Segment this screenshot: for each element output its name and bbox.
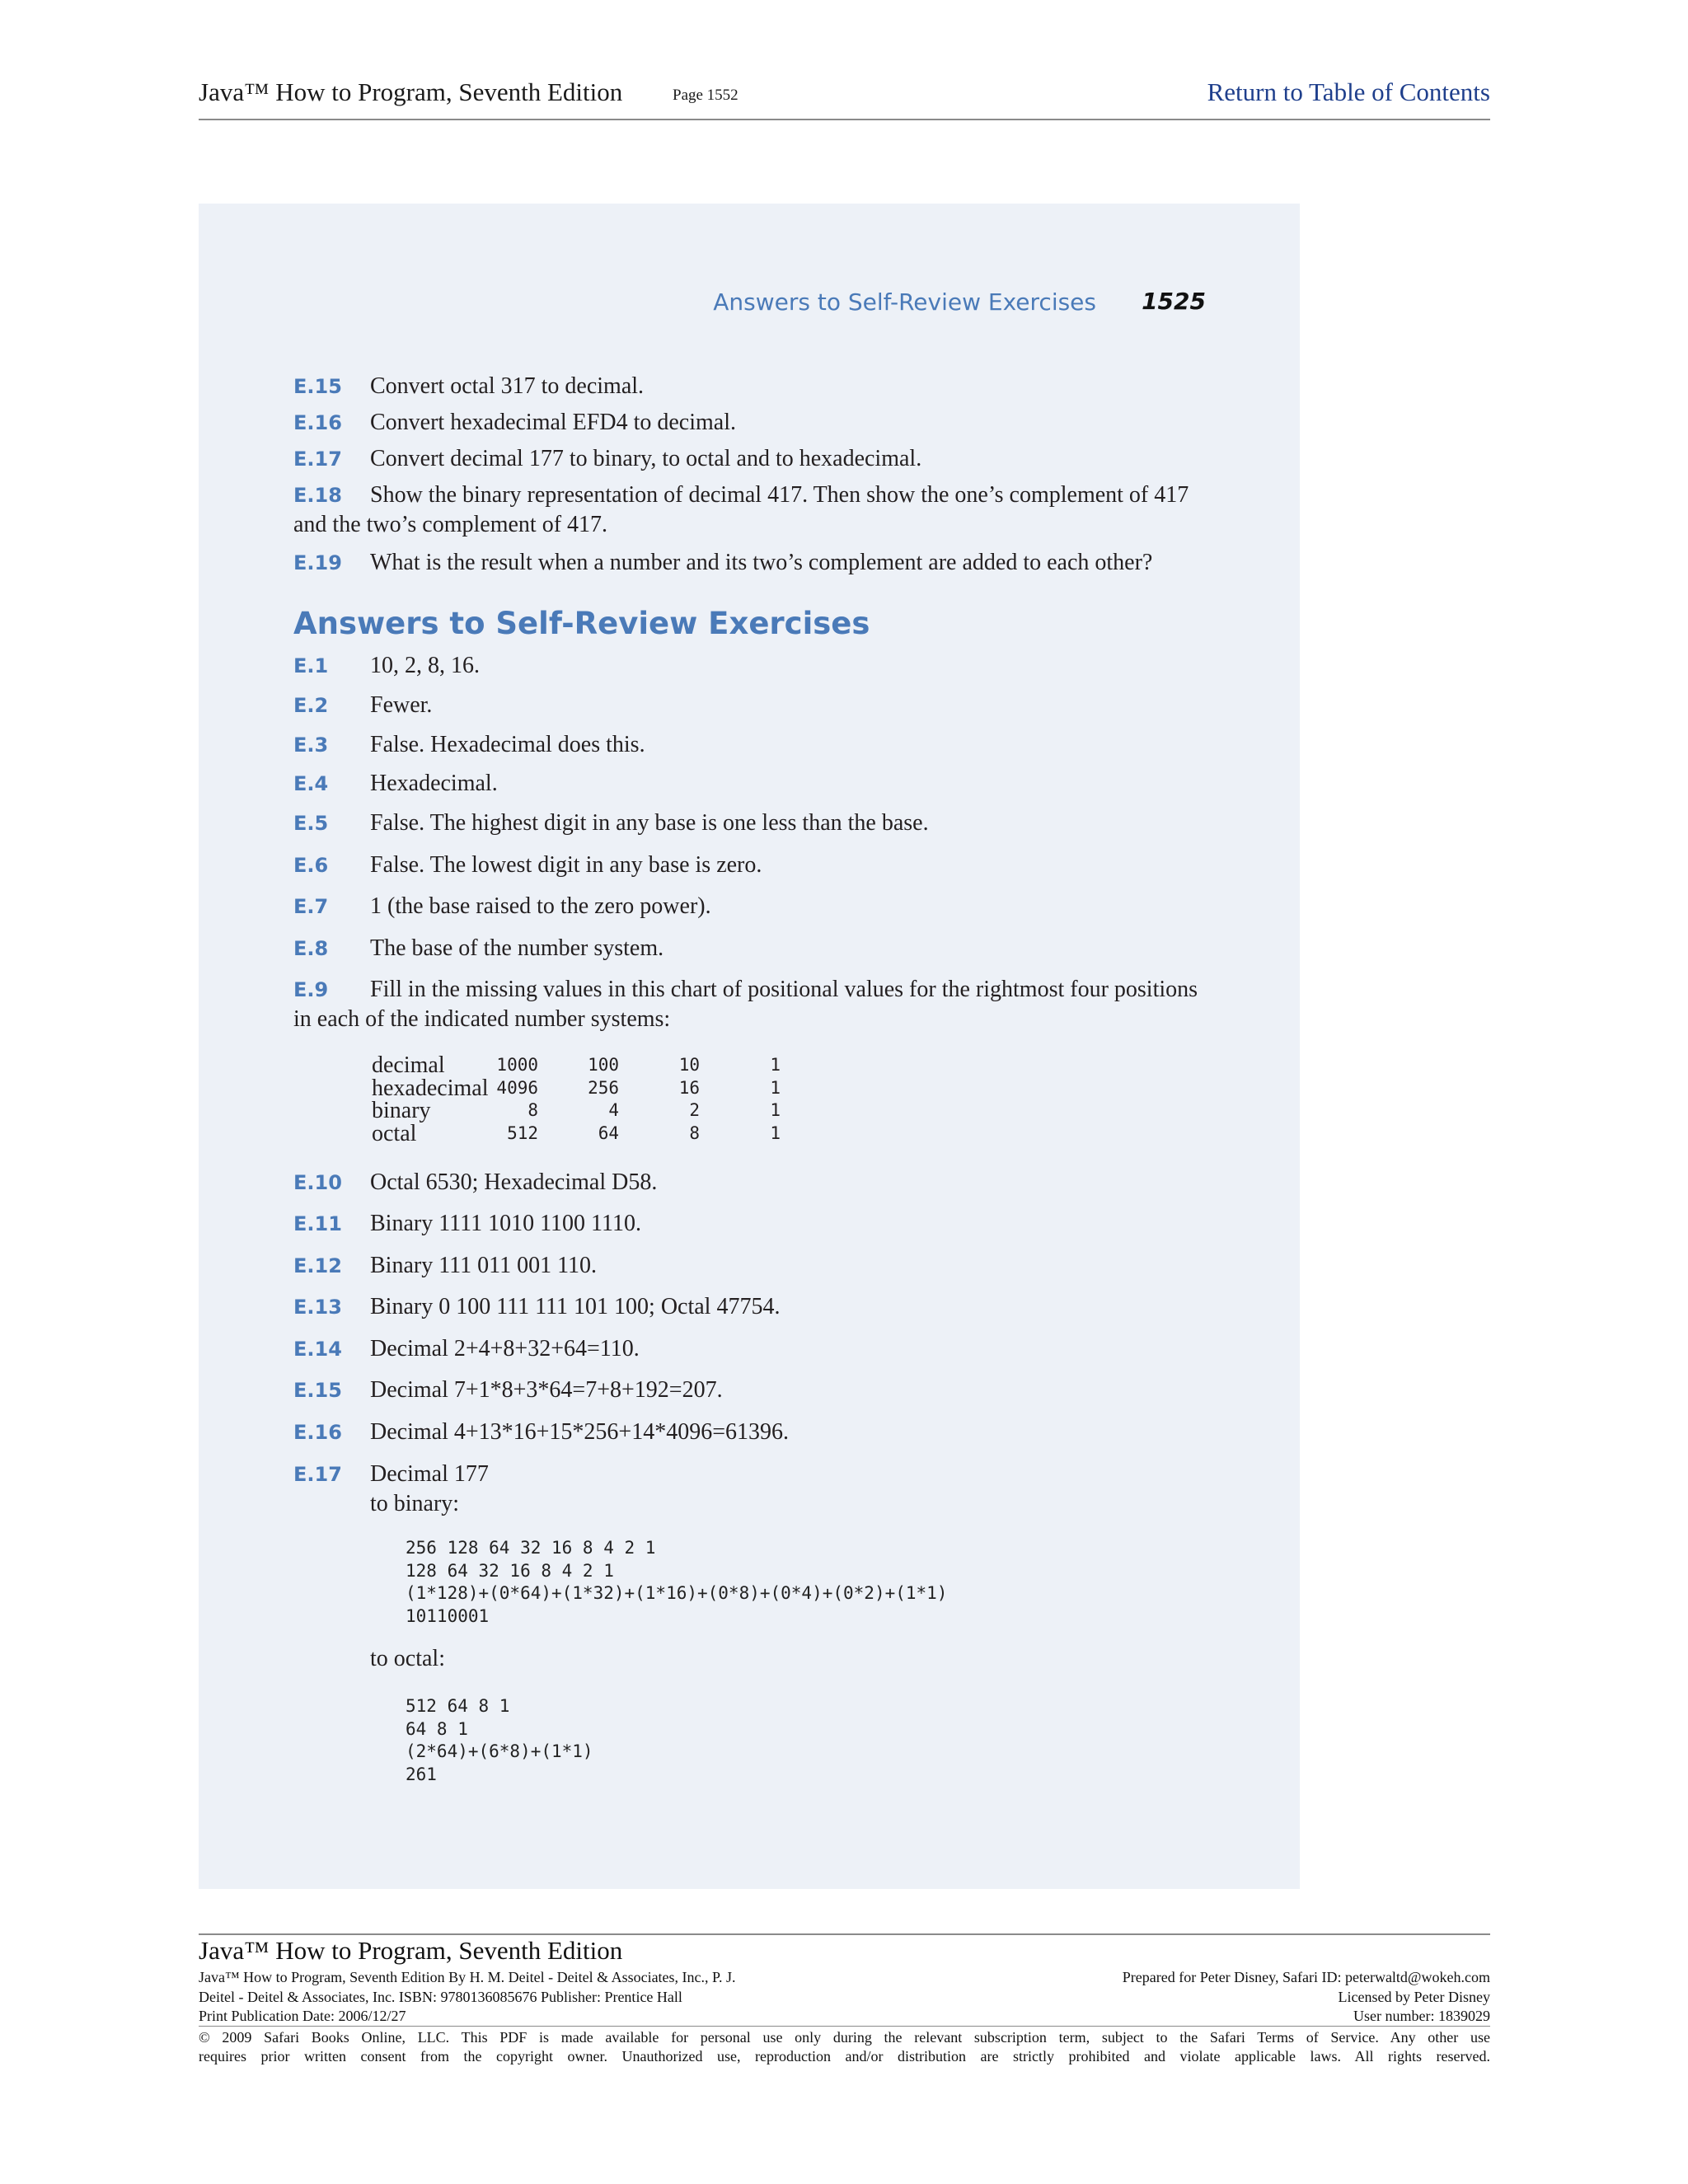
exercise-item [293,444,1208,474]
answer-item [293,808,1208,838]
table-cell: 8 [689,1122,700,1143]
answer-text: Fill in the missing values in this chart of positional values for the rightmost four positions [370,977,1198,1002]
table-cell: 2 [689,1100,700,1120]
exercise-number: E.19 [293,551,342,574]
exercise-number: E.16 [293,411,342,434]
exercise-text-continued: and the two’s complement of 417. [293,512,608,537]
footer-line: Deitel - Deitel & Associates, Inc. ISBN: 9780136085676 Publisher: Prentice Hall [199,1988,682,2005]
answer-text: The base of the number system. [370,935,664,961]
answer-item [293,769,1208,799]
exercise-text: Show the binary representation of decimal 417. Then show the one’s complement of 417 [370,482,1189,508]
table-cell: 64 [598,1122,619,1143]
answer-text-continued: to binary: [370,1491,460,1516]
running-head-title: Answers to Self-Review Exercises [713,288,1096,316]
exercise-number: E.18 [293,484,342,507]
code-line: 10110001 [406,1606,490,1627]
answer-item [293,1251,1208,1281]
answer-text: Binary 1111 1010 1100 1110. [370,1211,641,1236]
answer-text: 1 (the base raised to the zero power). [370,893,711,919]
footer-line: User number: 1839029 [1353,2008,1490,2024]
exercise-item [293,372,1208,401]
answer-item [293,1168,1208,1197]
page-footer [199,1933,1490,2064]
table-cell: 100 [588,1055,619,1075]
section-heading: Answers to Self-Review Exercises [293,606,870,641]
footer-line: Print Publication Date: 2006/12/27 [199,2008,406,2024]
code-line: 64 8 1 [406,1718,468,1739]
answer-text: Fewer. [370,692,433,718]
exercise-text: What is the result when a number and its two’s complement are added to each other? [370,550,1153,575]
running-head-page-number: 1525 [1142,288,1206,315]
code-line: (2*64)+(6*8)+(1*1) [406,1741,593,1762]
answer-item [293,651,1208,681]
table-cell: 1 [770,1055,781,1075]
answer-number: E.11 [293,1212,342,1235]
answer-number: E.4 [293,772,329,795]
answer-item [293,730,1208,760]
octal-conversion-code [406,1695,593,1787]
answer-text: False. The lowest digit in any base is zero. [370,852,762,878]
answer-text: Decimal 177 [370,1461,489,1487]
answer-number: E.7 [293,895,329,918]
table-cell: 1000 [496,1055,538,1075]
page-number-label: Page 1552 [673,87,738,104]
system-name: octal [372,1120,417,1146]
footer-line: Java™ How to Program, Seventh Edition By H. M. Deitel - Deitel & Associates, Inc., P. J. [199,1969,736,1985]
answer-number: E.14 [293,1338,342,1361]
table-cell: 8 [528,1100,538,1120]
exercise-item [293,408,1208,438]
answer-item [293,691,1208,720]
table-cell: 1 [770,1077,781,1098]
answer-item [293,975,1208,1033]
table-row [372,1099,781,1122]
binary-conversion-code [406,1537,947,1629]
positional-values-table [372,1054,781,1145]
answer-text: False. Hexadecimal does this. [370,732,645,757]
exercise-text: Convert hexadecimal EFD4 to decimal. [370,410,736,435]
exercise-number: E.17 [293,448,342,471]
table-cell: 512 [507,1122,538,1143]
exercise-text: Convert octal 317 to decimal. [370,373,645,399]
answer-text: 10, 2, 8, 16. [370,653,480,678]
answer-item [293,1334,1208,1364]
answer-text: Binary 111 011 001 110. [370,1253,598,1278]
table-cell: 10 [678,1055,700,1075]
answer-number: E.9 [293,978,329,1001]
answer-number: E.5 [293,812,329,835]
answer-number: E.15 [293,1379,342,1402]
answer-text: Decimal 4+13*16+15*256+14*4096=61396. [370,1419,790,1445]
answer-number: E.16 [293,1421,342,1444]
answer-number: E.13 [293,1296,342,1319]
system-name: decimal [372,1052,445,1078]
answer-text: Decimal 7+1*8+3*64=7+8+192=207. [370,1377,723,1403]
code-line: 512 64 8 1 [406,1696,510,1716]
table-cell: 16 [678,1077,700,1098]
running-head [199,288,1300,325]
code-line: 261 [406,1765,437,1785]
footer-divider [199,2026,1490,2027]
answer-text: False. The highest digit in any base is one less than the base. [370,810,929,836]
answer-item [293,1376,1208,1405]
answer-item [293,1418,1208,1447]
exercise-item [293,480,1208,539]
footer-line: Prepared for Peter Disney, Safari ID: peterwaltd@wokeh.com [1122,1969,1490,1985]
answer-number: E.12 [293,1254,342,1277]
answer-text: Binary 0 100 111 111 101 100; Octal 47754. [370,1294,781,1319]
footer-publication-info [199,1968,736,2027]
table-cell: 256 [588,1077,619,1098]
table-row [372,1054,781,1077]
table-cell: 4096 [496,1077,538,1098]
exercise-text: Convert decimal 177 to binary, to octal and to hexadecimal. [370,446,922,471]
table-cell: 1 [770,1100,781,1120]
answer-item [293,1209,1208,1239]
system-name: binary [372,1098,431,1123]
code-line: 128 64 32 16 8 4 2 1 [406,1560,614,1581]
copyright-notice: © 2009 Safari Books Online, LLC. This PDF is made available for personal use only during the relevant subscription term, subject to the Safari Terms of Service. Any other use [199,2029,1490,2046]
system-name: hexadecimal [372,1075,489,1101]
answer-number: E.8 [293,937,329,960]
table-cell: 1 [770,1122,781,1143]
answer-number: E.2 [293,694,329,717]
exercise-number: E.15 [293,375,342,398]
answer-item [293,934,1208,963]
table-row [372,1122,781,1146]
answer-item [293,851,1208,880]
answer-number: E.3 [293,733,329,757]
answer-number: E.6 [293,854,329,877]
answer-text: Hexadecimal. [370,771,498,796]
book-page [199,204,1300,1889]
answer-number: E.1 [293,654,329,677]
code-line: (1*128)+(0*64)+(1*32)+(1*16)+(0*8)+(0*4)+(0*2)+(1*1) [406,1583,948,1604]
answer-text: Decimal 2+4+8+32+64=110. [370,1336,640,1361]
table-cell: 4 [608,1100,619,1120]
footer-line: Licensed by Peter Disney [1338,1988,1490,2005]
table-row [372,1077,781,1100]
footer-book-title: Java™ How to Program, Seventh Edition [199,1936,623,1965]
return-to-toc-link[interactable]: Return to Table of Contents [1207,77,1490,106]
answer-text-continued: in each of the indicated number systems: [293,1006,671,1032]
book-title: Java™ How to Program, Seventh Edition [199,77,623,106]
footer-license-info [1123,1968,1490,2027]
answer-number: E.17 [293,1463,342,1486]
answer-item [293,1460,1208,1518]
octal-label: to octal: [370,1646,445,1671]
exercise-item [293,548,1208,578]
answer-text: Octal 6530; Hexadecimal D58. [370,1169,658,1195]
answer-number: E.10 [293,1171,342,1194]
page-header [199,73,1490,120]
code-line: 256 128 64 32 16 8 4 2 1 [406,1538,656,1558]
copyright-notice-continued: requires prior written consent from the copyright owner. Unauthorized use, reproduction and/or distribution are strictly prohibited and violate applicable laws. All rights reserved. [199,2048,1490,2064]
answer-item [293,892,1208,921]
answer-item [293,1292,1208,1322]
